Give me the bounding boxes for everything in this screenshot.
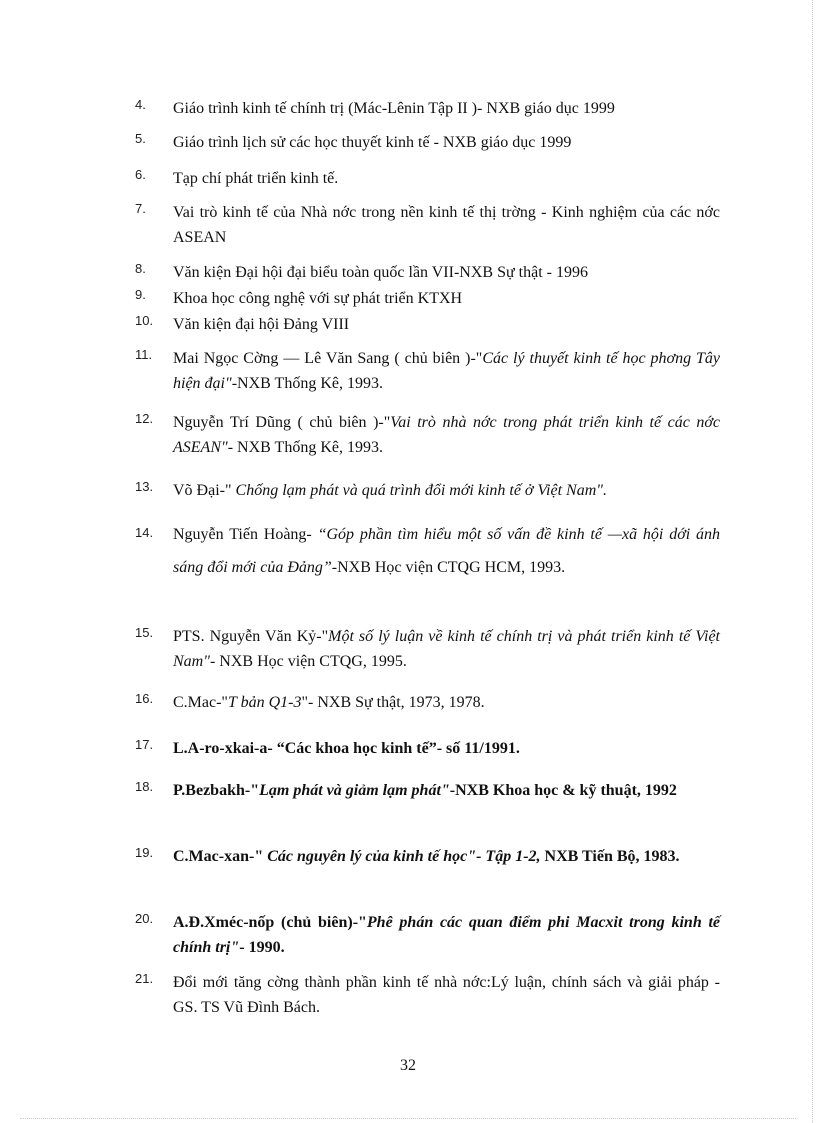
- reference-number: 10.: [135, 313, 154, 328]
- reference-number: 12.: [135, 411, 154, 426]
- reference-text: PTS. Nguyễn Văn Kỷ-"Một số lý luận về kinh tế chính trị và phát triển kinh tế Việt Nam"- NXB Học viện CTQG, 1995.: [173, 628, 721, 670]
- reference-text: Vai trò kinh tế của Nhà nớc trong nền kinh tế thị trờng - Kinh nghiệm của các nớc ASEAN: [173, 204, 720, 246]
- reference-number: 6.: [135, 167, 146, 182]
- reference-text: Khoa học công nghệ với sự phát triển KTXH: [173, 290, 463, 307]
- reference-text: Võ Đại-" Chống lạm phát và quá trình đổi mới kinh tế ở Việt Nam".: [173, 482, 607, 499]
- reference-text: Đổi mới tăng cờng thành phần kinh tế nhà nớc:Lý luận, chính sách và giải pháp - GS. TS Vũ Đình Bách.: [173, 974, 720, 1016]
- reference-number: 15.: [135, 625, 154, 640]
- page-border-bottom: [20, 1118, 796, 1119]
- reference-number: 4.: [135, 97, 146, 112]
- reference-number: 19.: [135, 845, 154, 860]
- reference-text: L.A-ro-xkai-a- “Các khoa học kinh tế”- số 11/1991.: [173, 740, 520, 757]
- reference-number: 5.: [135, 131, 146, 146]
- reference-text: Văn kiện đại hội Đảng VIII: [173, 316, 350, 333]
- reference-text: A.Đ.Xméc-nốp (chủ biên)-"Phê phán các quan điểm phi Macxit trong kinh tế chính trị"- 1990.: [173, 914, 720, 956]
- reference-text: Tạp chí phát triển kinh tế.: [173, 170, 339, 187]
- reference-number: 18.: [135, 779, 154, 794]
- page-border-right: [812, 0, 813, 1123]
- reference-text: Nguyễn Tiến Hoàng- “Góp phần tìm hiểu một số vấn đề kinh tế —xã hội dới ánh sáng đổi mới của Đảng”-NXB Học viện CTQG HCM, 1993.: [173, 526, 720, 576]
- reference-text: C.Mac-"T bản Q1-3"- NXB Sự thật, 1973, 1978.: [173, 694, 485, 711]
- reference-number: 9.: [135, 287, 146, 302]
- reference-number: 17.: [135, 737, 154, 752]
- reference-number: 21.: [135, 971, 154, 986]
- reference-number: 20.: [135, 911, 154, 926]
- reference-text: Mai Ngọc Cờng — Lê Văn Sang ( chủ biên )-"Các lý thuyết kinh tế học phơng Tây hiện đại"-NXB Thống Kê, 1993.: [173, 350, 720, 392]
- reference-text: C.Mac-xan-" Các nguyên lý của kinh tế học"- Tập 1-2, NXB Tiến Bộ, 1983.: [173, 848, 680, 865]
- reference-text: P.Bezbakh-"Lạm phát và giảm lạm phát"-NXB Khoa học & kỹ thuật, 1992: [173, 782, 677, 799]
- reference-number: 7.: [135, 201, 146, 216]
- reference-number: 8.: [135, 261, 146, 276]
- reference-text: Nguyễn Trí Dũng ( chủ biên )-"Vai trò nhà nớc trong phát triển kinh tế các nớc ASEAN"- NXB Thống Kê, 1993.: [173, 414, 721, 456]
- reference-number: 13.: [135, 479, 154, 494]
- reference-number: 14.: [135, 525, 154, 540]
- reference-number: 16.: [135, 691, 154, 706]
- reference-text: Giáo trình lịch sử các học thuyết kinh tế - NXB giáo dục 1999: [173, 134, 572, 151]
- page-number: 32: [400, 1057, 416, 1074]
- reference-text: Giáo trình kinh tế chính trị (Mác-Lênin Tập II )- NXB giáo dục 1999: [173, 100, 615, 117]
- reference-text: Văn kiện Đại hội đại biểu toàn quốc lần VII-NXB Sự thật - 1996: [173, 264, 588, 281]
- reference-number: 11.: [135, 347, 153, 362]
